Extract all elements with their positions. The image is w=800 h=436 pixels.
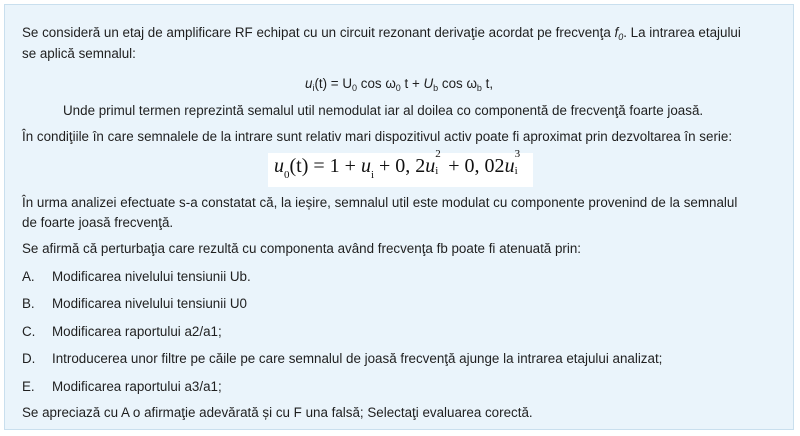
option-text: Modificarea raportului a2/a1; [52, 324, 222, 339]
option-text: Introducerea unor filtre pe căile pe care semnalul de joasă frecvenţă ajunge la intrarea etajului analizat; [52, 351, 663, 366]
freq-subscript: 0 [618, 32, 624, 42]
f-coef-2: + 0, 2 [374, 155, 426, 177]
freq-symbol: f [614, 25, 619, 40]
sig-u-sub: i [312, 83, 315, 93]
f-ui3-sub: i [514, 165, 518, 177]
f-ui-sub: i [370, 169, 374, 181]
f-part-t: (t) = 1 + [289, 155, 361, 177]
f-ui2-scripts [435, 148, 443, 177]
instruction-text: Se apreciază cu A o afirmaţie adevărată și cu F una falsă; Selectaţi evaluarea corectă. [22, 405, 533, 420]
sig-part-1: (t) = U [314, 76, 353, 91]
intro-text-1: Se consideră un etaj de amplificare RF echipat cu un circuit rezonant derivaţie acordat pe frecvenţa [22, 25, 615, 40]
option-letter: E. [22, 379, 35, 394]
f-ui2-sup: 2 [435, 148, 441, 160]
series-formula [274, 148, 523, 181]
option-text: Modificarea raportului a3/a1; [52, 379, 222, 394]
sig-u: u [305, 76, 313, 91]
option-letter: A. [22, 269, 35, 284]
sig-U0-sub: 0 [352, 83, 358, 93]
input-signal-equation [305, 76, 493, 93]
f-ui3-scripts [514, 148, 523, 177]
intro-line-1 [22, 25, 741, 42]
sig-Ub: U [423, 76, 434, 91]
f-u-sub: 0 [284, 169, 290, 181]
sig-part-3: t + [400, 76, 424, 91]
analysis-line-2: de foarte joasă frecvenţă. [22, 215, 174, 230]
option-letter: B. [22, 296, 35, 311]
option-letter: D. [22, 351, 36, 366]
option-d[interactable] [22, 351, 662, 366]
option-b[interactable] [22, 296, 247, 311]
sig-part-5: t, [481, 76, 494, 91]
f-ui: u [360, 155, 371, 177]
option-a[interactable] [22, 269, 251, 284]
conditions-paragraph: În condiţiile în care semnalele de la intrare sunt relativ mari dispozitivul activ poate fi aproximat prin dezvoltarea în serie: [22, 129, 733, 144]
question-text: Se afirmă că perturbaţia care rezultă cu componenta având frecvenţa fb poate fi atenuată prin: [22, 241, 582, 256]
option-e[interactable] [22, 379, 222, 394]
f-u: u [274, 155, 284, 177]
question-panel [4, 4, 794, 430]
sig-w0-sub: 0 [395, 83, 401, 93]
f-ui2: u [425, 155, 436, 177]
f-ui3: u [504, 155, 515, 177]
f-coef-3: + 0, 02 [443, 155, 505, 177]
intro-line-2: se aplică semnalul: [22, 46, 136, 61]
f-ui3-sup: 3 [514, 148, 521, 160]
series-formula-box [268, 148, 533, 187]
option-text: Modificarea nivelului tensiunii U0 [52, 296, 248, 311]
terms-paragraph: Unde primul termen reprezintă semalul util nemodulat iar al doilea co componentă de frecvenţă foarte joasă. [63, 103, 704, 118]
intro-text-2: . La intrarea etajului [623, 25, 741, 40]
option-letter: C. [22, 324, 36, 339]
sig-part-2: cos ω [357, 76, 396, 91]
option-text: Modificarea nivelului tensiunii Ub. [52, 269, 251, 284]
option-c[interactable] [22, 324, 222, 339]
analysis-line-1: În urma analizei efectuate s-a constatat că, la ieșire, semnalul util este modulat cu componente provenind de la semnalul [22, 195, 738, 210]
sig-wb-sub: b [476, 83, 482, 93]
sig-part-4: cos ω [438, 76, 477, 91]
f-ui2-sub: i [435, 165, 439, 177]
sig-Ub-sub: b [433, 83, 439, 93]
